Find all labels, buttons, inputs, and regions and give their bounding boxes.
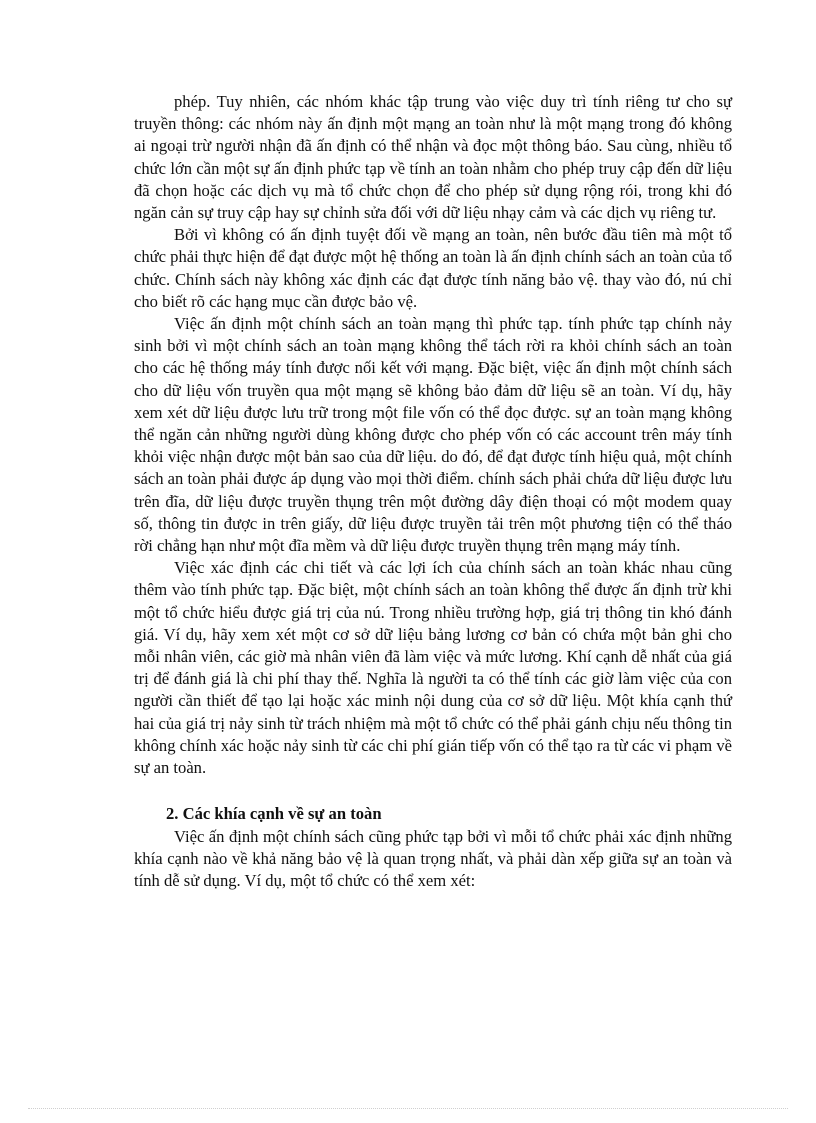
paragraph-1: phép. Tuy nhiên, các nhóm khác tập trung vào việc duy trì tính riêng tư cho sự truyền thông: các nhóm này ấn định một mạng an toàn như là một mạng trong đó không ai ngoại trừ người nhận đã ấn định có thể nhận và đọc một thông báo. Sau cùng, nhiều tổ chức lớn cần một sự ấn định phức tạp về tính an toàn nhằm cho phép truy cập đến dữ liệu đã chọn hoặc các dịch vụ mà tổ chức chọn để cho phép sử dụng rộng rói, trong khi đó ngăn cản sự truy cập hay sự chỉnh sửa đối với dữ liệu nhạy cảm và các dịch vụ riêng tư. (134, 92, 732, 223)
paragraph-3: Việc ấn định một chính sách an toàn mạng thì phức tạp. tính phức tạp chính nảy sinh bởi vì một chính sách an toàn mạng không thể tách rời ra khỏi chính sách an toàn cho các hệ thống máy tính được nối kết với mạng. Đặc biệt, việc ấn định một chính sách cho dữ liệu vốn truyền qua một mạng sẽ không bảo đảm dữ liệu sẽ an toàn. Ví dụ, hãy xem xét dữ liệu được lưu trữ trong một file vốn có thể đọc được. sự an toàn mạng không thể ngăn cản những người dùng không được cho phép vốn có các account trên máy tính khỏi việc nhận được một bản sao của dữ liệu. do đó, để đạt được tính hiệu quả, một chính sách an toàn phải được áp dụng vào mọi thời điểm. chính sách phải chứa dữ liệu được lưu trên đĩa, dữ liệu được truyền thụng trên một đường dây điện thoại có một modem quay số, thông tin được in trên giấy, dữ liệu được truyền tải trên một phương tiện có thể tháo rời chẳng hạn như một đĩa mềm và dữ liệu được truyền thụng trên mạng máy tính. (134, 314, 732, 556)
section-heading: 2. Các khía cạnh về sự an toàn (166, 804, 382, 824)
page-bottom-divider (28, 1108, 788, 1109)
paragraph-2: Bởi vì không có ấn định tuyệt đối về mạng an toàn, nên bước đầu tiên mà một tổ chức phải thực hiện để đạt được một hệ thống an toàn là ấn định chính sách an toàn của tổ chức. Chính sách này không xác định các đạt được tính năng bảo vệ. thay vào đó, nú chỉ cho biết rõ các hạng mục cần được bảo vệ. (134, 225, 732, 311)
paragraph-4: Việc xác định các chi tiết và các lợi ích của chính sách an toàn khác nhau cũng thêm vào tính phức tạp. Đặc biệt, một chính sách an toàn không thể được ấn định trừ khi một tổ chức hiểu được giá trị của nú. Trong nhiều trường hợp, giá trị thông tin khó đánh giá. Ví dụ, hãy xem xét một cơ sở dữ liệu bảng lương cơ bản có chứa một bản ghi cho mỗi nhân viên, các giờ mà nhân viên đã làm việc và mức lương. Khí cạnh dễ nhất của giá trị để đánh giá là chi phí thay thế. Nghĩa là người ta có thể tính các giờ làm việc của con người cần thiết để tạo lại hoặc xác minh nội dung của cơ sở dữ liệu. Một khía cạnh thứ hai của giá trị nảy sinh từ trách nhiệm mà một tổ chức có thể phải gánh chịu nếu thông tin không chính xác hoặc nảy sinh từ các chi phí gián tiếp vốn có thể tạo ra từ các vi phạm về sự an toàn. (134, 558, 732, 778)
paragraph-5: Việc ấn định một chính sách cũng phức tạp bởi vì mỗi tổ chức phải xác định những khía cạnh nào về khả năng bảo vệ là quan trọng nhất, và phải dàn xếp giữa sự an toàn và tính dễ sử dụng. Ví dụ, một tổ chức có thể xem xét: (134, 826, 732, 890)
document-body (134, 91, 732, 892)
